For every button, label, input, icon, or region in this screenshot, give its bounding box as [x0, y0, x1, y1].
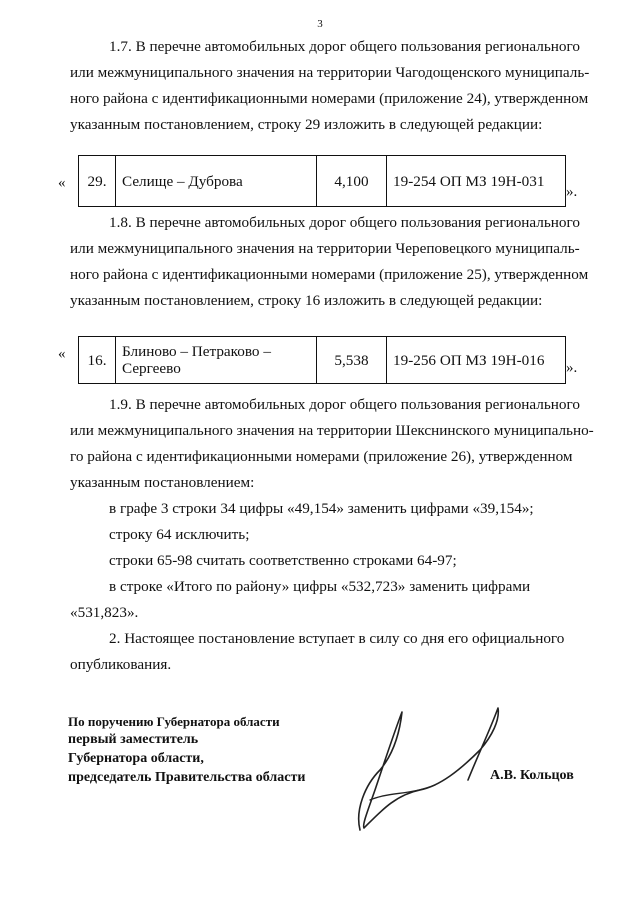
road-name-line: Блиново – Петраково –: [122, 343, 271, 360]
row-number-cell: 29.: [79, 156, 116, 207]
road-id-cell: 19-256 ОП МЗ 19Н-016: [387, 337, 566, 384]
signature-position-line: Губернатора области,: [68, 751, 204, 766]
paragraph-line: или межмуниципального значения на территории Череповецкого муниципаль-: [70, 240, 580, 257]
paragraph-line: или межмуниципального значения на территории Шекснинского муниципально-: [70, 422, 594, 439]
road-length-cell: 4,100: [317, 156, 387, 207]
road-length-cell: 5,538: [317, 337, 387, 384]
paragraph-line: или межмуниципального значения на территории Чагодощенского муниципаль-: [70, 64, 590, 81]
paragraph-line: указанным постановлением:: [70, 474, 255, 491]
row-number-cell: 16.: [79, 337, 116, 384]
road-table-16: [78, 336, 566, 384]
paragraph-line: строки 65-98 считать соответственно строками 64-97;: [109, 552, 457, 569]
paragraph-line: опубликования.: [70, 656, 172, 673]
table-row: [79, 337, 566, 384]
open-quote: «: [58, 175, 66, 191]
paragraph-line: в строке «Итого по району» цифры «532,723» заменить цифрами: [109, 578, 531, 595]
open-quote: «: [58, 346, 66, 362]
road-table-29: [78, 155, 566, 207]
page-number: 3: [317, 18, 323, 30]
paragraph-line: 1.9. В перечне автомобильных дорог общего пользования регионального: [109, 396, 580, 413]
paragraph-line: 2. Настоящее постановление вступает в силу со дня его официального: [109, 630, 565, 647]
signature-position-line: первый заместитель: [68, 732, 199, 747]
paragraph-line: ного района с идентификационными номерами (приложение 24), утвержденном: [70, 90, 589, 107]
paragraph-line: 1.7. В перечне автомобильных дорог общего пользования регионального: [109, 38, 580, 55]
signature-position-line: По поручению Губернатора области: [68, 714, 280, 729]
signatory-name: А.В. Кольцов: [490, 768, 574, 783]
road-name-line: Сергеево: [122, 360, 181, 377]
paragraph-line: строку 64 исключить;: [109, 526, 250, 543]
paragraph-line: указанным постановлением, строку 29 изложить в следующей редакции:: [70, 116, 543, 133]
signature-position-line: председатель Правительства области: [68, 770, 306, 785]
paragraph-line: го района с идентификационными номерами (приложение 26), утвержденном: [70, 448, 573, 465]
road-name-cell: [116, 337, 317, 384]
table-row: [79, 156, 566, 207]
road-id-cell: 19-254 ОП МЗ 19Н-031: [387, 156, 566, 207]
close-quote: ».: [566, 360, 578, 376]
paragraph-line: ного района с идентификационными номерами (приложение 25), утвержденном: [70, 266, 589, 283]
paragraph-line: 1.8. В перечне автомобильных дорог общего пользования регионального: [109, 214, 580, 231]
paragraph-line: указанным постановлением, строку 16 изложить в следующей редакции:: [70, 292, 543, 309]
paragraph-line: «531,823».: [70, 604, 139, 621]
road-name-cell: Селище – Дуброва: [116, 156, 317, 207]
close-quote: ».: [566, 184, 578, 200]
paragraph-line: в графе 3 строки 34 цифры «49,154» заменить цифрами «39,154»;: [109, 500, 534, 517]
